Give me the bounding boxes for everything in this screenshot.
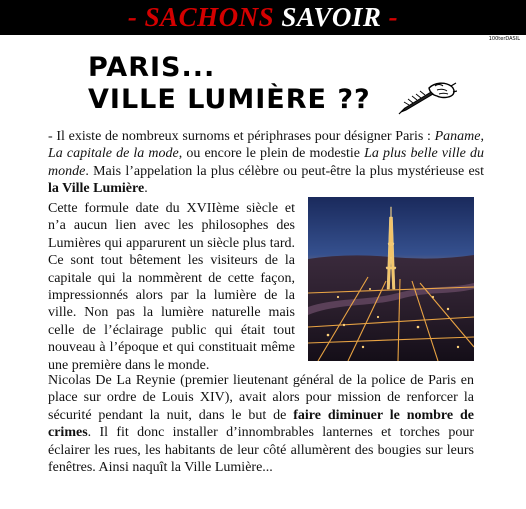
paris-night-photo: [308, 197, 474, 361]
reynie-bold-crimes: faire diminuer le nombre de crimes: [48, 407, 474, 441]
intro-italic-belle-ville: La plus belle ville du monde: [48, 146, 484, 179]
banner-suffix: -: [381, 2, 399, 32]
banner-word-sachons: SACHONS: [144, 2, 275, 32]
header-banner: [0, 0, 526, 35]
reynie-text-1: Nicolas De La Reynie (premier lieutenant général de la police de Paris en place sur ordre de Louis XIV), avait alors pour mission de renforcer la sécurité pendant la nuit, dans le but de: [48, 373, 474, 423]
banner-prefix: -: [127, 2, 145, 32]
intro-text-3: , ou encore le plein de modestie: [178, 146, 365, 162]
title-line-1: PARIS...: [88, 52, 216, 83]
intro-text-2: ,: [480, 129, 484, 144]
history-paragraph: Cette formule date du XVIIème siècle et n’a aucun lien avec les philosophes des Lumières qui apparurent un siècle plus tard. Ce sont tout bêtement les visiteurs de la capitale qui la nommèrent de cette façon, impressionnés alors par la lumière de la ville. Non pas la lumière naturelle mais celle de l’éclairage public qui était tout nouveau à l’époque et qui constituait même une première dans le monde.: [48, 201, 295, 373]
intro-paragraph: [48, 128, 484, 198]
intro-bold-ville-lumiere: la Ville Lumière: [48, 181, 145, 197]
reynie-text-2: . Il fit donc installer d’innombrables lanternes et torches pour éclairer les rues, les habitants de leur côté allumèrent des bougies sur leurs fenêtres. Ainsi naquît la Ville Lumière...: [48, 425, 474, 476]
title-line-2: VILLE LUMIÈRE ??: [88, 84, 371, 115]
intro-text-4: . Mais l’appelation la plus célèbre ou peut-être la plus mystérieuse est: [85, 163, 484, 179]
intro-text-1: - Il existe de nombreux surnoms et périphrases pour désigner Paris :: [48, 129, 435, 144]
author-credit: 100terDASIL: [488, 36, 520, 42]
intro-text-5: .: [144, 181, 148, 197]
banner-word-savoir: SAVOIR: [274, 2, 382, 32]
reynie-paragraph: [48, 372, 474, 476]
page-title: [88, 52, 371, 116]
quill-hand-icon: [395, 74, 457, 116]
intro-italic-paname: Paname: [434, 129, 481, 144]
intro-italic-capitale: La capitale de la mode: [48, 146, 179, 162]
